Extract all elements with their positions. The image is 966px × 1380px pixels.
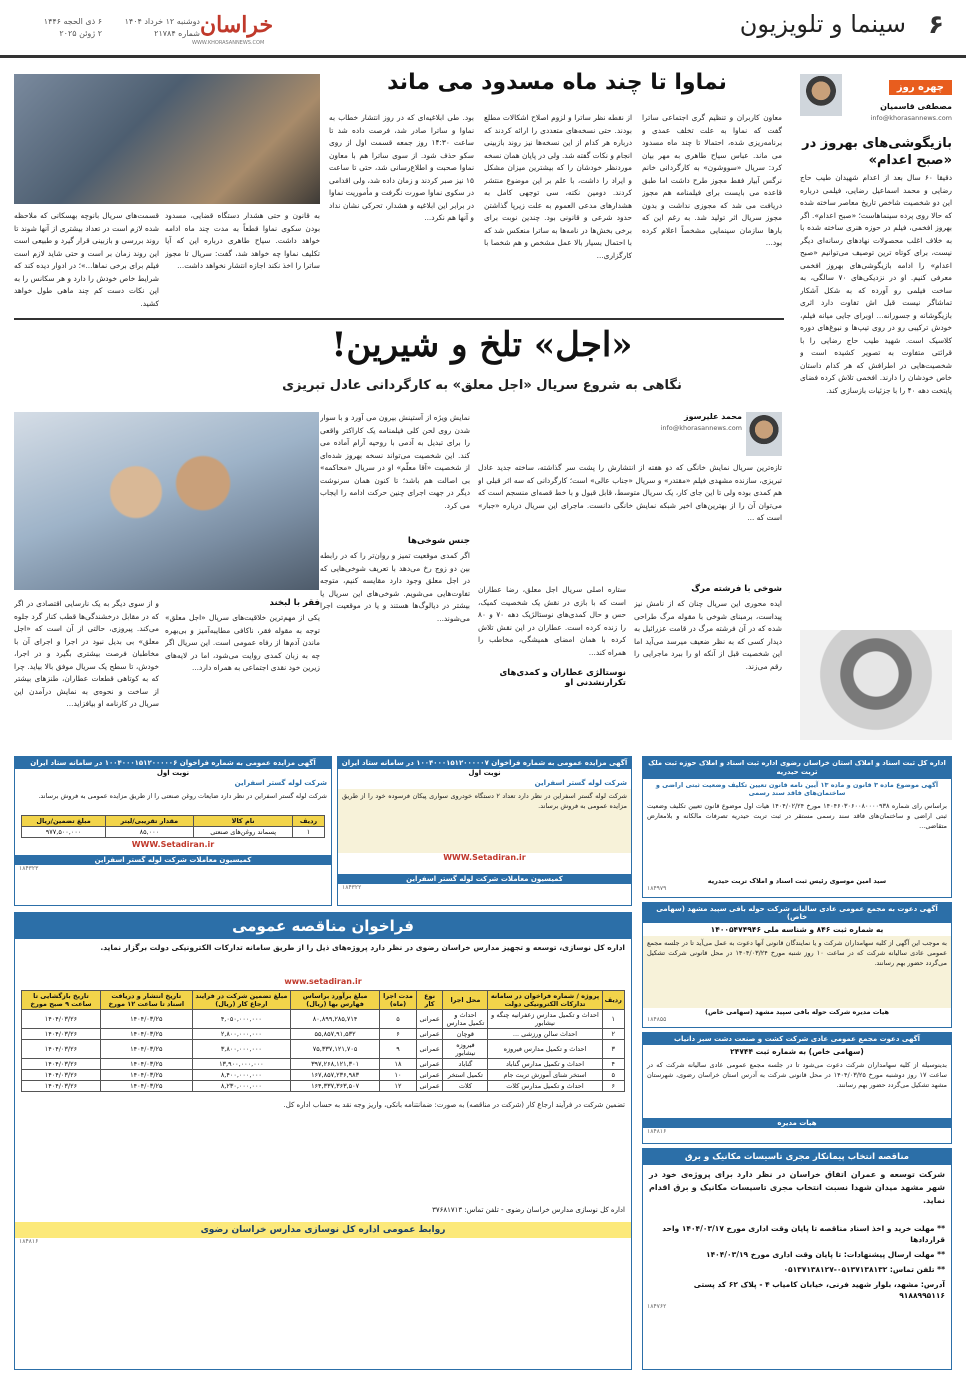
table-header: ردیف xyxy=(293,816,324,827)
main-col-1: معاون کاربران و تنظیم گری اجتماعی ساترا گفت که نماوا به علت تخلف عمدی و برنامه‌ریزی شده، احتمالا تا چند ماه مسدود می ماند. عباس سیاح طاهری به مهر بیان کرد: سریال «سووشون» به کارگردانی خانم نرگس آبیار فقط مجوز طرح داشت اما طبق قاعده می بایست برای فیلمنامه هم مجوز دریافت می شد که مجوزی نداشت و بدون مجوز سریال اثر تولید شد. به رغم این که بارها سازمان سینمایی مشخصاً اعلام کرده بود... xyxy=(642,113,782,247)
table-header: پروژه / شماره فراخوان در سامانه تدارکات الکترونیکی دولت xyxy=(488,991,602,1010)
table-cell: ۱۴۰۴/۰۳/۲۵ xyxy=(100,1070,192,1081)
table-cell: ۱۴۰۴/۰۳/۲۵ xyxy=(100,1029,192,1040)
table-cell: ۱۴۰۴/۰۳/۲۵ xyxy=(100,1040,192,1059)
table-cell: ۴,۰۵۰,۰۰۰,۰۰۰ xyxy=(192,1010,290,1029)
table-cell: ۸,۲۳۰,۰۰۰,۰۰۰ xyxy=(192,1081,290,1092)
table-cell: ۱۴۰۴/۰۳/۲۵ xyxy=(100,1081,192,1092)
ad-auction-1-table xyxy=(21,815,324,838)
table-cell: ۱۴۰۴/۰۳/۲۵ xyxy=(100,1059,192,1070)
table-header: مبلغ تضمین شرکت در فرایند ارجاع کار (ریال) xyxy=(192,991,290,1010)
sub-2-title: جنس شوخی‌ها xyxy=(407,536,470,546)
ad-auction-1-link[interactable]: WWW.Setadiran.ir xyxy=(131,840,215,849)
ad-contractor: مناقصه انتخاب پیمانکار مجری تاسیسات مکانیک و برق شرکت توسعه و عمران اتفاق خراسان در نظر دارد برای پروژه‌ی خود در شهر مشهد میدان شهدا نسبت انتخاب مجری تاسیسات مکانیک و برق اقدام نماید. ** مهلت خرید و اخذ اسناد مناقصه تا پایان وقت اداری مورخ ۱۴۰۴/۰۳/۱۷ واحد قراردادها ** مهلت ارسال پیشنهادات: تا پایان وقت اداری مورخ ۱۴۰۴/۰۳/۱۹ ** تلفن تماس: ۰۵۱۳۷۱۳۸۱۳۲-۰۵۱۳۷۱۳۸۱۲۷ آدرس: مشهد، بلوار شهید فرنی، خیابان کامیاب ۴ - پلاک ۶۲ کد پستی ۹۱۸۸۹۹۵۱۱۶ ۱۸۴۷۶۲ xyxy=(642,1148,952,1370)
table-cell: عمرانی xyxy=(416,1070,443,1081)
table-cell: پسماند روغن‌های صنعتی xyxy=(193,827,293,838)
feature-col-mid xyxy=(478,584,626,726)
table-cell: احداث و تکمیل مدارس گناباد xyxy=(488,1059,602,1070)
table-cell: ۹ xyxy=(380,1040,416,1059)
table-cell: ۱۶۷,۸۵۷,۲۳۶,۹۸۳ xyxy=(290,1070,379,1081)
table-header: تاریخ انتشار و دریافت اسناد تا ساعت ۱۲ مورخ xyxy=(100,991,192,1010)
main-headline: نماوا تا چند ماه مسدود می ماند xyxy=(387,70,727,95)
sub-2-body: اگر کمدی موقعیت تمیز و روان‌تر را که در رابطه بین دو زوج رخ می‌دهد با تعریف شوخی‌هایی که در اجل معلق وجود دارد مقایسه کنیم، متوجه تفاوت‌هایی می‌شویم. شوخی‌های این سریال یا بیشتر در دیالوگ‌ها هستند و یا در موقعیت اجرا می‌شوند... xyxy=(320,551,470,623)
feature-author: محمد علیرسوز xyxy=(684,412,742,421)
table-row xyxy=(22,1081,625,1092)
table-cell: عمرانی xyxy=(416,1081,443,1092)
table-cell: ۱۳,۹۰۰,۰۰۰,۰۰۰ xyxy=(192,1059,290,1070)
table-cell: احداث و تکمیل مدارس کلات xyxy=(488,1081,602,1092)
table-cell: قوچان xyxy=(443,1029,488,1040)
table-cell: ۱۴۰۴/۰۳/۲۶ xyxy=(22,1070,101,1081)
feature-author-photo xyxy=(746,412,782,456)
feature-title: «اجل» تلخ و شیرین! xyxy=(331,325,633,365)
table-cell: احداث و تکمیل مدارس فیروزه xyxy=(488,1040,602,1059)
main-col-5: قسمت‌های سریال بانوچه بهسکانی که ملاحظه شده لازم است در تعداد بیشتری از آنها شوند تا روند بررسی و بازبینی قرار گیرد و طبیعی است این روند زمان بر است و حتی شاید لازم است فیلم برای برخی نماها...»؛ در ادوار دیده کند که شرایط خاص خودش را دارد و هر سکانس را به این نکات دست کم چند ماهی طول خواهد کشید. xyxy=(14,211,159,308)
face-photo xyxy=(800,630,952,740)
table-header: مدت اجرا (ماه) xyxy=(380,991,416,1010)
page-number: ۶ xyxy=(928,10,944,40)
table-cell: ۳,۸۰۰,۰۰۰,۰۰۰ xyxy=(192,1040,290,1059)
main-col-3: بود. طی ابلاغیه‌ای که در روز انتشار خطاب به نماوا و ساترا صادر شد، فرصت داده شد تا ساعت ۱۴:۳۰ روز جمعه قسمت اول از روی سکو حذف شود. از سوی ساترا هم با معاون نماوا صحبت و اطلاع‌رسانی شد، حتی تا ساعت ۱۵ نیز صبر کردند و زمان داده شد، ولی اقدامی در سکوی نماوا صورت نگرفت و مأموریت نماوا در برابر این ابلاغیه و هشدار، تحرکی نشان نداد و آنها هم نکرد... xyxy=(329,113,474,222)
ad-tender-table xyxy=(21,990,625,1092)
sub-4-body: یکی از مهم‌ترین خلاقیت‌های سریال «اجل معلق» توجه به مقوله فقر، ناکافی مطایبه‌آمیز و بی‌بهره ماندن آدم‌ها از رفاه عمومی است. این سریال اگر چه به زبان کمدی روایت می‌شود، اما در لایه‌های زیرین خود نقدی اجتماعی به همراه دارد... xyxy=(165,613,320,672)
date-other: ۶ ذی الحجه ۱۴۴۶ ۲ ژوئن ۲۰۲۵ xyxy=(43,17,102,38)
ad-auction-2-link[interactable]: WWW.Setadiran.ir xyxy=(443,853,526,862)
table-cell: ۵ xyxy=(380,1010,416,1029)
table-cell: ۸,۴۰۰,۰۰۰,۰۰۰ xyxy=(192,1070,290,1081)
table-cell: احداث و تکمیل مدارس xyxy=(443,1010,488,1029)
table-cell: ۳ xyxy=(602,1040,624,1059)
table-cell: ۱۰ xyxy=(380,1070,416,1081)
table-cell: ۷۵,۳۳۷,۱۲۱,۷۰۵ xyxy=(290,1040,379,1059)
table-cell: ۱۲ xyxy=(380,1081,416,1092)
table-header: محل اجرا xyxy=(443,991,488,1010)
table-cell: ۸۵,۰۰۰ xyxy=(105,827,193,838)
table-cell: گناباد xyxy=(443,1059,488,1070)
table-cell: احداث سالن ورزشی ... xyxy=(488,1029,602,1040)
table-header: ردیف xyxy=(602,991,624,1010)
table-cell: ۱۴۰۴/۰۳/۲۶ xyxy=(22,1029,101,1040)
table-cell: ۱۴۰۴/۰۳/۲۶ xyxy=(22,1081,101,1092)
page-header xyxy=(0,0,966,58)
table-cell: کلات xyxy=(443,1081,488,1092)
feature-photo xyxy=(14,412,319,590)
table-cell: ۸۰,۸۹۹,۲۸۵,۷۱۴ xyxy=(290,1010,379,1029)
face-author-photo xyxy=(800,74,842,116)
table-cell: ۶ xyxy=(602,1081,624,1092)
main-col-4: به قانون و حتی هشدار دستگاه قضایی، مسدود بودن سکوی نماوا قطعاً به مدت چند ماه ادامه خواهد داشت. سیاح طاهری درباره این که آیا تکلیف نماوا چه خواهد شد، گفت: سریال تا مجوز ساترا را اخذ نکند اجازه انتشار نخواهد داشت... xyxy=(165,211,320,270)
table-header: مقدار تقریبی/لیتر xyxy=(105,816,193,827)
table-header: مبلغ برآورد براساس فهارس بها (ریال) xyxy=(290,991,379,1010)
ad-invite-2: آگهی دعوت مجمع عمومی عادی شرکت کشت و صنعت دشت سبز دانیاب (سهامی خاص) به شماره ثبت ۲۴۷۴۴ بدینوسیله از کلیه سهامداران شرکت دعوت می‌شود تا در جلسه مجمع عمومی عادی سالیانه شرکت که در ساعت ۱۷ روز دوشنبه مورخ ۱۴۰۴/۰۳/۲۵ در محل قانونی شرکت به آدرس استان خراسان رضوی، شهرستان مشهد تشکیل می‌گردد حضور بهم رسانند. هیات مدیره ۱۸۴۸۱۶ xyxy=(642,1032,952,1144)
ad-tender: فراخوان مناقصه عمومی اداره کل نوسازی، توسعه و تجهیز مدارس خراسان رضوی در نظر دارد پروژه‌های ذیل را از طریق سامانه تدارکات الکترونیکی دولت برگزار نماید. www.setadiran.ir ردیف پروژه / شماره فراخوان در سامانه تدارکات الکترونیکی دولت محل اجرا نوع کار مدت اجرا (ماه) مبلغ برآورد براساس فهارس بها (ریال) مبلغ تضمین شرکت در فرایند ارجاع کار (ریال) تاریخ انتشار و دریافت اسناد تا ساعت ۱۲ مورخ تاریخ بازگشایی تا ساعت ۹ صبح مورخ ۱ احداث و تکمیل مدارس زعفرانیه چنگه و نیشابور احداث و تکمیل مدارس عمرانی ۵ ۸۰,۸۹۹,۲۸۵,۷۱۴ ۴,۰۵۰,۰۰۰,۰۰۰ ۱۴۰۴/۰۳/۲۵ ۱۴۰۴/۰۳/۲۶ ۲ احداث سالن ورزشی ... قوچان عمرانی ۶ ۵۵,۸۵۷,۹۱,۵۳۲ ۲,۸۰۰,۰۰۰,۰۰۰ ۱۴۰۴/۰۳/۲۵ ۱۴۰۴/۰۳/۲۶ ۳ احداث و تکمیل مدارس فیروزه فیروزه نیشابور عمرانی ۹ ۷۵,۳۳۷,۱۲۱,۷۰۵ ۳,۸۰۰,۰۰۰,۰۰۰ ۱۴۰۴/۰۳/۲۵ ۱۴۰۴/۰۳/۲۶ ۴ احداث و تکمیل مدارس گناباد گناباد عمرانی ۱۸ ۳۹۷,۲۶۸,۱۲۱,۳۰۱ ۱۳,۹۰۰,۰۰۰,۰۰۰ ۱۴۰۴/۰۳/۲۵ ۱۴۰۴/۰۳/۲۶ ۵ استخر شنای آموزش تربت جام تکمیل استخر عمرانی ۱۰ ۱۶۷,۸۵۷,۲۳۶,۹۸۳ ۸,۴۰۰,۰۰۰,۰۰۰ ۱۴۰۴/۰۳/۲۵ ۱۴۰۴/۰۳/۲۶ ۶ احداث و تکمیل مدارس کلات کلات عمرانی ۱۲ ۱۶۴,۳۳۷,۳۶۳,۵۰۷ ۸,۲۳۰,۰۰۰,۰۰۰ ۱۴۰۴/۰۳/۲۵ ۱۴۰۴/۰۳/۲۶ تضمین شرکت در فرآیند ارجاع کار (شرکت در مناقصه) به صورت: ضمانتنامه بانکی، واریز وجه نقد به حساب اداره کل. اداره کل نوسازی مدارس خراسان رضوی - تلفن تماس: ۳۷۶۸۱۷۱۳ روابط عمومی اداره کل نوسازی مدارس خراسان رضوی ۱۸۴۸۱۶ xyxy=(14,912,632,1370)
face-body: دقیقا ۶۰ سال بعد از اعدام شهیدان طیب حاج رضایی و محمد اسماعیل رضایی، فیلمی درباره این دو شخصیت شاخص تاریخ معاصر ساخته شده که حالا روی پرده سینماهاست؛ «صبح اعدام». اگر بهروز افخمی، فیلم در حوزه هنری ساخته شده با به خلاف اغلب محصولات نهادهای رسانه‌ای دیگر نیست، برای کوتاه ترین توصیف می‌توانیم «صبح اعدام» را ادامه بازیگوشی‌های بهروز افخمی معرفی کنیم. او در نزدیکی‌های ۷۰ سالگی، به ساخت فیلمی رو آورده که به شکل آشکار تماشاگر نیست قبل اش تفاوت دارد اثری بازیگوشانه و جسورانه... اوبرای جایی میانه فیلم، خودش ترکیبی رو در روی تیپ‌ها و نبوغ‌های دوره کلاسیک است. شهید طیب حاج رضایی را با قرائتی متفاوت به تصویر کشیده است و شخصیت‌هایی در اطرافش که هر کدام داستان خاص خودشان را دارند. افخمی تلاش کرده فضای پایتخت دهه ۴۰ را با جزئیات بازسازی کند. xyxy=(800,173,952,395)
table-header: نوع کار xyxy=(416,991,443,1010)
table-cell: ۳۹۷,۲۶۸,۱۲۱,۳۰۱ xyxy=(290,1059,379,1070)
face-title: بازیگوشی‌های بهروز در «صبح اعدام» xyxy=(802,136,952,168)
table-cell: ۴ xyxy=(602,1059,624,1070)
sub-1-body: ایده محوری این سریال چنان که از نامش نیز پیداست، برمبنای شوخی با مقوله مرگ طراحی شده که در آن فرشته مرگ در قامت عزرائیل به دیدار کسی که به نظر ضعیف میرسد می‌آید اما این شخصیت قبل از آنکه او را ببرد ماجرایی را رقم می‌زند. xyxy=(634,599,782,671)
table-cell: ۱ xyxy=(602,1010,624,1029)
table-row xyxy=(22,827,324,838)
main-photo xyxy=(14,74,320,204)
table-row xyxy=(22,1029,625,1040)
table-row xyxy=(22,1070,625,1081)
table-header: تاریخ بازگشایی تا ساعت ۹ صبح مورخ xyxy=(22,991,101,1010)
date-persian: دوشنبه ۱۲ خرداد ۱۴۰۴ شماره ۲۱۷۸۴ xyxy=(124,17,200,38)
table-cell: ۱ xyxy=(293,827,324,838)
logo-url: WWW.KHORASANNEWS.COM xyxy=(192,40,265,46)
table-cell: ۱۴۰۴/۰۳/۲۶ xyxy=(22,1010,101,1029)
ad-auction-2: آگهی مزایده عمومی به شماره فراخوان ۱۰۰۴۰۰۰۱۵۱۲۰۰۰۰۰۷ در سامانه ستاد ایران نوبت اول شرکت لوله گستر اسفراین شرکت لوله گستر اسفراین در نظر دارد تعداد ۲ دستگاه خودروی سواری پیکان فرسوده خود را از طریق مزایده عمومی به فروش برساند. WWW.Setadiran.ir کمیسیون معاملات شرکت لوله گستر اسفراین ۱۸۴۳۲۲ xyxy=(337,756,632,906)
sub-3-title: نوستالژی عطاران و کمدی‌های تکرارنشدنی او xyxy=(499,668,626,688)
table-cell: احداث و تکمیل مدارس زعفرانیه چنگه و نیشابور xyxy=(488,1010,602,1029)
feature-intro: تازه‌ترین سریال نمایش خانگی که دو هفته از انتشارش را پشت سر گذاشته، ساخته جدید عادل تبریزی، سازنده مشهدی فیلم «مقتدر» و سریال «جناب عالی» است؛ کارگردانی که سه اثر قبلی او هم کمدی بوده ولی تا این جای کار، یک سریال متوسط، قابل قبول و با خط قصه‌ای منسجم است که می‌توان آن را از بهترین‌های اخیر شبکه نمایش خانگی دانست. ماجرای این سریال درباره «جبار» است که ... xyxy=(478,463,782,522)
table-cell: ۵۵,۸۵۷,۹۱,۵۳۲ xyxy=(290,1029,379,1040)
feature-email: info@khorasannews.com xyxy=(660,424,742,432)
ad-auction-1: آگهی مزایده عمومی به شماره فراخوان ۱۰۰۴۰۰۰۱۵۱۲۰۰۰۰۰۶ در سامانه ستاد ایران نوبت اول شرکت لوله گستر اسفراین شرکت لوله گستر اسفراین در نظر دارد ضایعات روغن صنعتی را از طریق مزایده عمومی به فروش برساند. ردیف نام کالا مقدار تقریبی/لیتر مبلغ تضمین/ریال ۱ پسماند روغن‌های صنعتی ۸۵,۰۰۰ ۹۷۷,۵۰۰,۰۰۰ WWW.Setadiran.ir کمیسیون معاملات شرکت لوله گستر اسفراین ۱۸۴۳۲۳ xyxy=(14,756,332,906)
table-cell: ۲,۸۰۰,۰۰۰,۰۰۰ xyxy=(192,1029,290,1040)
face-box xyxy=(800,74,952,128)
table-header: نام کالا xyxy=(193,816,293,827)
feature-col-last: و از سوی دیگر به یک نارسایی اقتصادی در اگر که در مقابل درخشندگی‌ها قطب کنار گرد جلوه می‌کند. پیروزی، حالتی از آن است که «اجل معلق» بی بدیل نبود در اجرا و اجرای آن با مخاطبان فرصت بیشتری بگیرد و در اجرا، خودش، تا سطح یک سریال موفق بالا بیاید. چرا که به کوتاهی قطعات عطاران، طنزهای بیشتر از ساخت و نحوه‌ی به نمایش درآمدن این سریال در کارنامه او بیافزاید... xyxy=(14,599,159,708)
ad-tender-link[interactable]: www.setadiran.ir xyxy=(284,977,362,986)
table-cell: استخر شنای آموزش تربت جام xyxy=(488,1070,602,1081)
table-cell: عمرانی xyxy=(416,1010,443,1029)
sub-3-body: ستاره اصلی سریال اجل معلق، رضا عطاران است که با بازی در نقش یک شخصیت کمیک، حس و حال کمدی‌های نوستالژیک دهه ۷۰ و ۸۰ را زنده کرده است. عطاران در این نقش تلاش کرده با همان امضای همیشگی، مخاطب را همراه کند... xyxy=(478,585,626,657)
table-cell: عمرانی xyxy=(416,1029,443,1040)
face-kicker: چهره روز xyxy=(889,80,952,95)
table-cell: ۶ xyxy=(380,1029,416,1040)
table-cell: ۱۶۴,۳۳۷,۳۶۳,۵۰۷ xyxy=(290,1081,379,1092)
sub-1-title: شوخی با فرشته مرگ xyxy=(691,584,782,594)
table-row xyxy=(22,1059,625,1070)
table-cell: ۲ xyxy=(602,1029,624,1040)
feature-subtitle: نگاهی به شروع سریال «اجل معلق» به کارگردانی عادل تبریزی xyxy=(282,378,682,393)
table-cell: فیروزه نیشابور xyxy=(443,1040,488,1059)
section-title: سینما و تلویزیون xyxy=(739,10,906,38)
table-row xyxy=(22,1010,625,1029)
face-author: مصطفی قاسمیان xyxy=(880,102,952,111)
table-cell: ۵ xyxy=(602,1070,624,1081)
table-cell: تکمیل استخر xyxy=(443,1070,488,1081)
feature-divider xyxy=(14,318,784,320)
logo: خراسان xyxy=(200,12,274,38)
feature-col-2: نمایش ویژه از آستینش بیرون می آورد و با سوار شدن روی لحن کلی فیلمنامه یک کاراکتر واقعی را برای تبدیل به آدمی با روحیه آرام آماده می کند. این شخصیت می‌تواند نسخه بهروز شده‌ای از شخصیت «آقا معلّم» او در سریال «محاکمه» بی اصالت هم باشد؛ تا کنون همان سرنوشت دیگر در جهت اجرای چنین حرکت ادامه را ایجاب می کرد. xyxy=(320,413,470,510)
table-row xyxy=(22,1040,625,1059)
table-cell: ۱۴۰۴/۰۳/۲۵ xyxy=(100,1010,192,1029)
table-cell: عمرانی xyxy=(416,1059,443,1070)
face-email: info@khorasannews.com xyxy=(870,114,952,122)
ad-invite-1: آگهی دعوت به مجمع عمومی عادی سالیانه شرکت حوله بافی سپید مشهد (سهامی خاص) به شماره ثبت ۸۴۶ و شناسه ملی ۱۴۰۰۵۴۷۴۹۴۶ به موجب این آگهی از کلیه سهامداران شرکت و یا نمایندگان قانونی آنها دعوت به عمل می‌آید تا در جلسه مجمع عمومی عادی سالیانه شرکت که در ساعت ۱۰ روز شنبه مورخ ۱۴۰۴/۰۳/۲۴ در محل قانونی شرکت تشکیل می‌گردد حضور بهم رسانند. هیات مدیره شرکت حوله بافی سپید مشهد (سهامی خاص) ۱۸۴۸۵۵ xyxy=(642,902,952,1028)
table-cell: ۱۴۰۴/۰۳/۲۶ xyxy=(22,1040,101,1059)
table-cell: عمرانی xyxy=(416,1040,443,1059)
sub-4-title: فقر با لبخند xyxy=(269,598,320,608)
table-header: مبلغ تضمین/ریال xyxy=(22,816,105,827)
table-cell: ۱۸ xyxy=(380,1059,416,1070)
table-cell: ۱۴۰۴/۰۳/۲۶ xyxy=(22,1059,101,1070)
table-cell: ۹۷۷,۵۰۰,۰۰۰ xyxy=(22,827,105,838)
main-col-2: از نقطه نظر ساترا و لزوم اصلاح اشکالات مطلع بودند. حتی نسخه‌های متعددی را ارائه کردند که درباره هر کدام از این نسخه‌ها نیز روند بازبینی انجام و نکات گفته شد. ولی در پایان همان نسخه موردنظر خودشان را که بیشترین میزان مشکل و ایراد را داشت، با علم بر این موضوع منتشر کردند. دومین نکته، سی توجهی کامل به هشدارهای مدعی العموم به علت زیرپا گذاشتن حدود شرعی و قانونی بود. چندین نوبت برای برخی بخش‌ها در نامه‌ها به ساترا منعکس شد که با احتمال بسیار بالا عمل مشخص و هم شخصا با کارگزاری... xyxy=(484,113,632,260)
ad-land-registry: اداره کل ثبت اسناد و املاک استان خراسان رضوی اداره ثبت اسناد و املاک حوزه ثبت ملک تربت حیدریه آگهی موضوع ماده ۳ قانون و ماده ۱۳ آیین نامه قانون تعیین تکلیف وضعیت ثبتی اراضی و ساختمان‌های فاقد سند رسمی براساس رای شماره ۱۴۰۴۶۰۳۰۶۰۰۸۰۰۰۰۹۳۸ مورخ ۱۴۰۴/۰۲/۲۴ هیات اول موضوع قانون تعیین تکلیف وضعیت ثبتی اراضی و ساختمان‌های فاقد سند رسمی مستقر در ثبت تربت حیدریه تصرفات مالکانه و بلامعارض متقاضی... سید امین موسوی رئیس ثبت اسناد و املاک تربت حیدریه ۱۸۴۹۷۹ xyxy=(642,756,952,898)
